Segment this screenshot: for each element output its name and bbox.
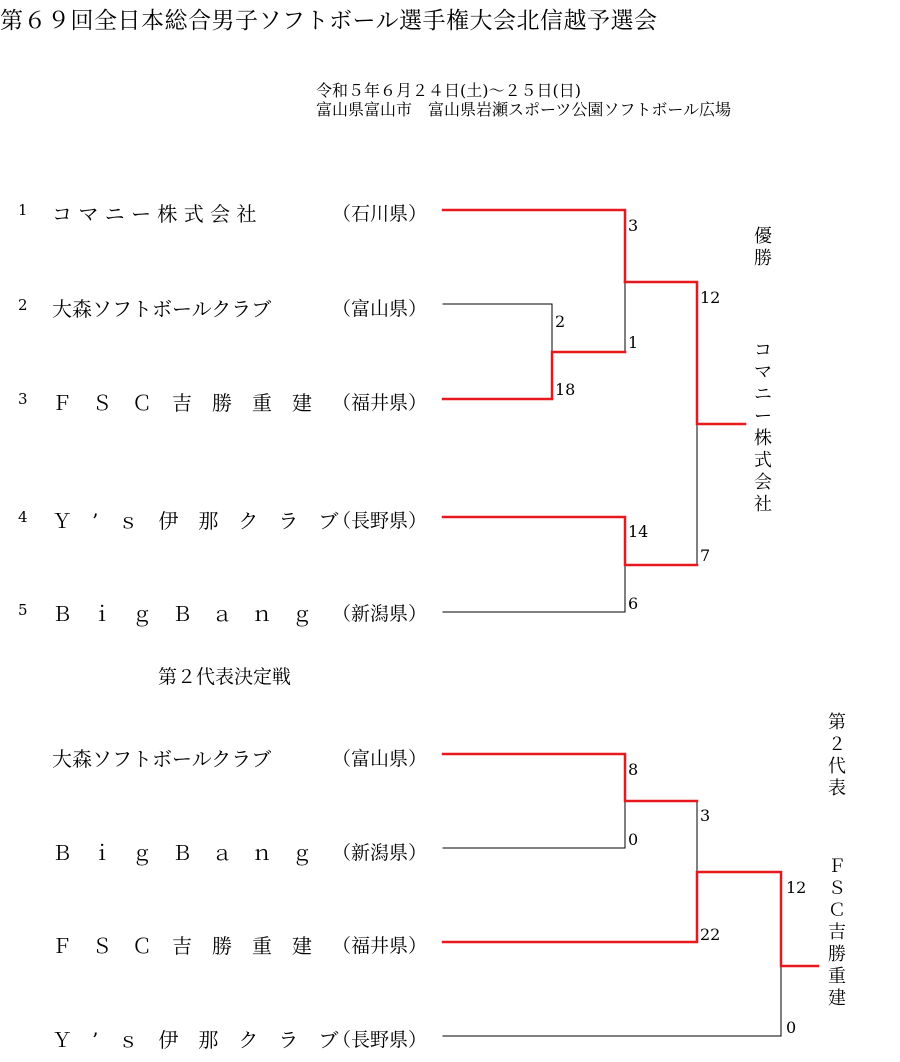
team-name: コ マ ニ ー 株 式 会 社 — [52, 202, 257, 226]
bracket-line — [443, 565, 625, 612]
score: 6 — [628, 594, 639, 613]
team-name: Ｙ ’ ｓ 伊 那 ク ラ ブ — [52, 509, 339, 533]
score: 12 — [700, 288, 721, 307]
score: 8 — [628, 760, 639, 779]
score: 7 — [700, 546, 711, 565]
team-name: Ｙ ’ ｓ 伊 那 ク ラ ブ — [52, 1028, 339, 1052]
team-name: Ｂ ｉ ｇ Ｂ ａ ｎ ｇ — [52, 841, 312, 865]
event-date: 令和５年６月２４日(土)～２５日(日) — [316, 81, 581, 100]
page-title: 第６９回全日本総合男子ソフトボール選手権大会北信越予選会 — [0, 8, 658, 34]
score: 2 — [555, 312, 566, 331]
team-prefecture: （福井県） — [332, 935, 428, 957]
team-number: 3 — [18, 390, 28, 408]
team-name: Ｆ Ｓ Ｃ 吉 勝 重 建 — [52, 391, 312, 415]
team-name: Ｂ ｉ ｇ Ｂ ａ ｎ ｇ — [52, 602, 312, 626]
score: 1 — [628, 333, 639, 352]
score: 14 — [628, 522, 649, 541]
bracket-line — [443, 966, 781, 1036]
champion-name: コマニー株式会社 — [754, 340, 772, 515]
team-prefecture: （福井県） — [332, 392, 428, 414]
team-prefecture: （石川県） — [332, 203, 428, 225]
bracket-line-win — [443, 754, 697, 801]
score: 3 — [700, 806, 711, 825]
team-name: Ｆ Ｓ Ｃ 吉 勝 重 建 — [52, 934, 312, 958]
score: 22 — [700, 925, 721, 944]
team-name: 大森ソフトボールクラブ — [52, 297, 272, 321]
bracket-line-win — [443, 352, 625, 399]
bracket-line — [443, 801, 625, 848]
second-rep-label: 第２代表 — [828, 712, 846, 799]
team-prefecture: （長野県） — [332, 510, 428, 532]
champion-label: 優勝 — [754, 226, 772, 269]
team-number: 4 — [18, 508, 28, 526]
bracket-line-win — [443, 210, 625, 282]
score: 3 — [628, 216, 639, 235]
bracket-line-win — [443, 872, 818, 966]
score: 0 — [786, 1018, 797, 1037]
score: 18 — [555, 380, 576, 399]
team-prefecture: （新潟県） — [332, 603, 428, 625]
bracket-line-win — [443, 517, 697, 565]
event-venue: 富山県富山市 富山県岩瀬スポーツ公園ソフトボール広場 — [316, 100, 732, 119]
second-playoff-title: 第２代表決定戦 — [158, 666, 292, 688]
score: 0 — [628, 830, 639, 849]
team-name: 大森ソフトボールクラブ — [52, 747, 272, 771]
team-prefecture: （長野県） — [332, 1029, 428, 1051]
team-number: 1 — [18, 201, 28, 219]
team-number: 5 — [18, 601, 28, 619]
team-number: 2 — [18, 296, 28, 314]
team-prefecture: （新潟県） — [332, 842, 428, 864]
second-rep-name: ＦＳＣ吉勝重建 — [828, 856, 846, 1009]
team-prefecture: （富山県） — [332, 298, 428, 320]
bracket-line-win — [625, 282, 745, 424]
score: 12 — [786, 878, 807, 897]
bracket-line — [443, 304, 552, 352]
team-prefecture: （富山県） — [332, 748, 428, 770]
